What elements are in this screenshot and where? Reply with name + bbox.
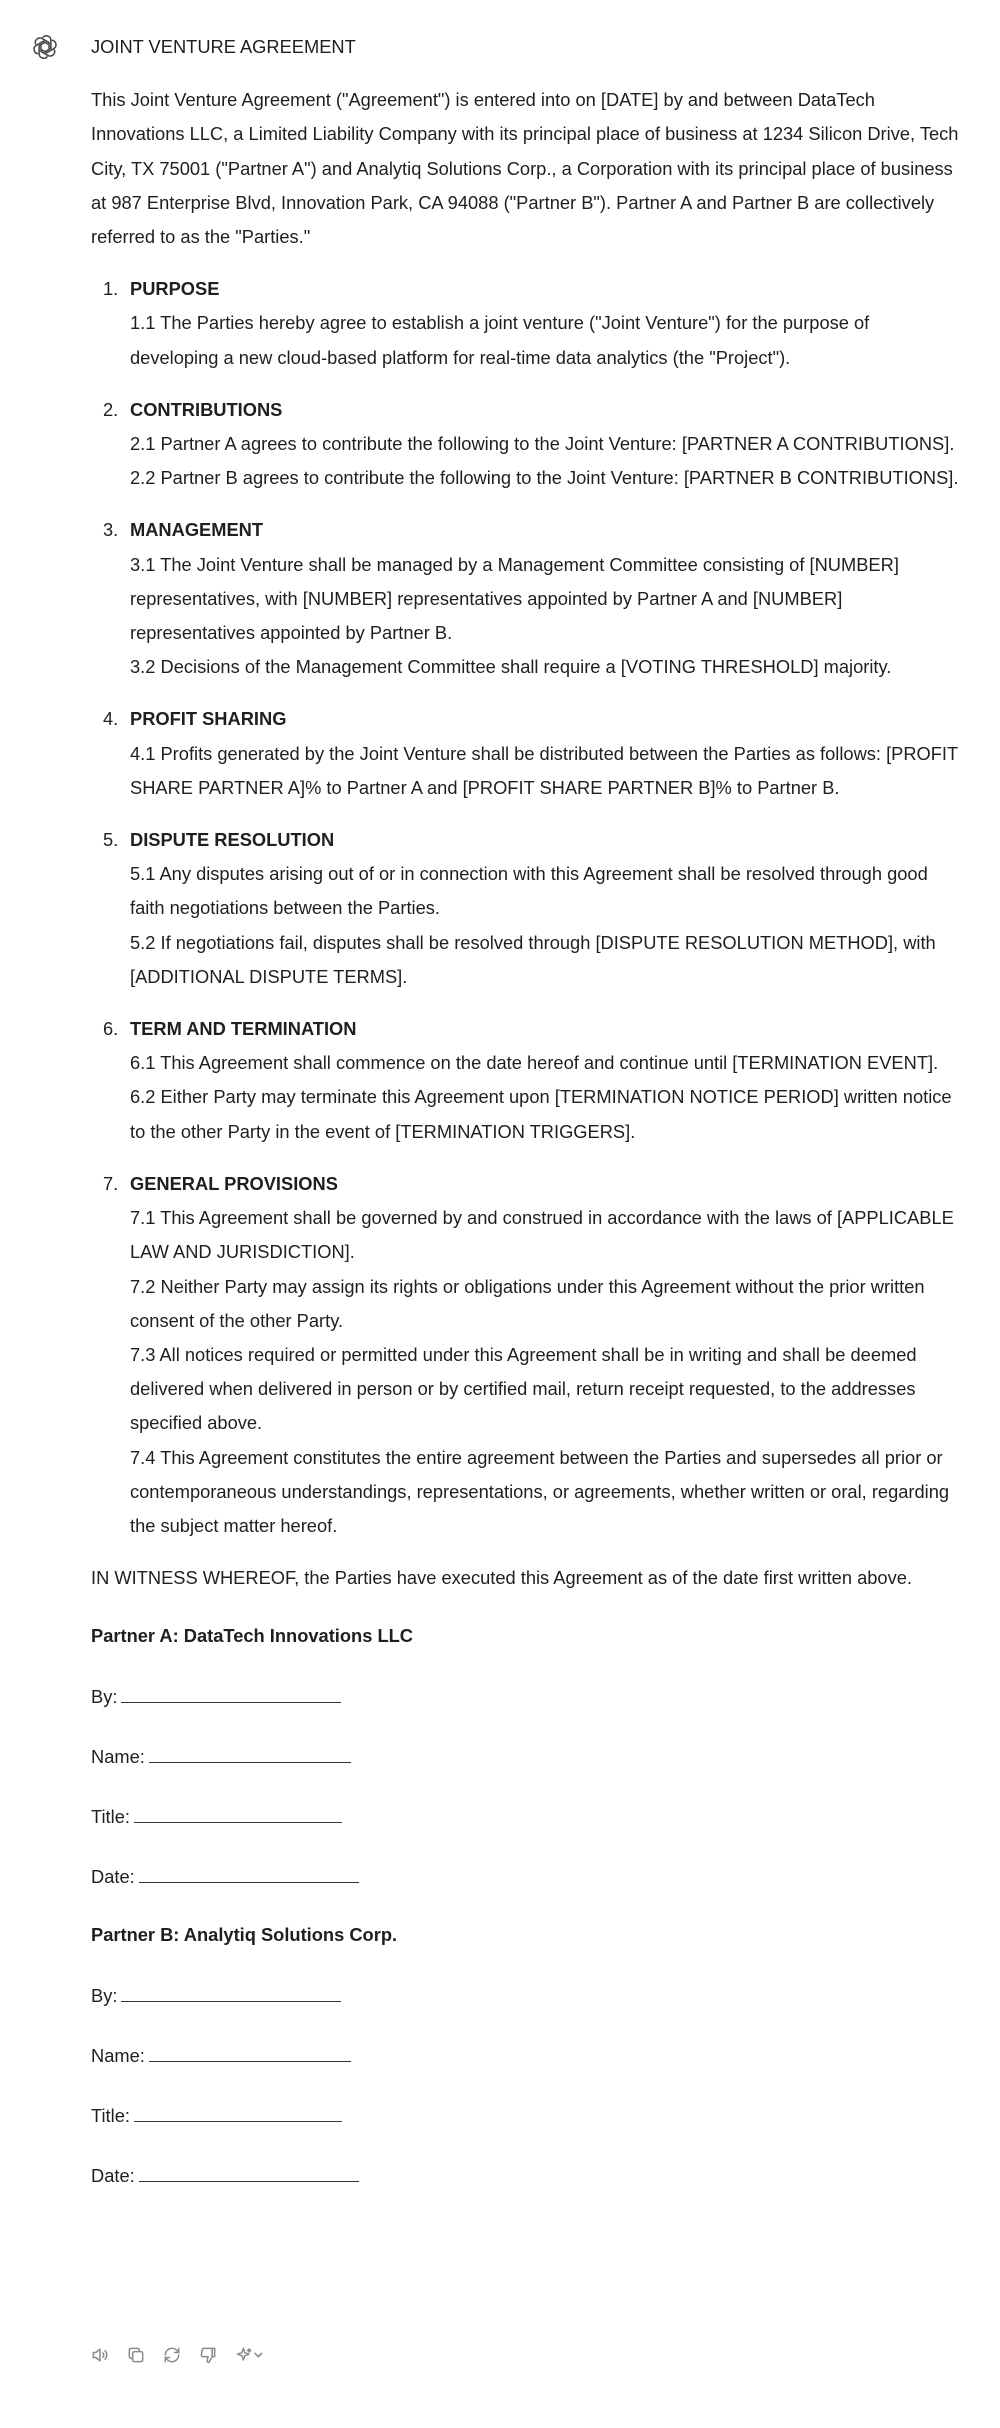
document-title: JOINT VENTURE AGREEMENT bbox=[91, 36, 356, 57]
clause: 2.2 Partner B agrees to contribute the following to the Joint Venture: [PARTNER B CONTRIBUTIONS]. bbox=[130, 467, 959, 489]
signature-blank bbox=[149, 2037, 351, 2062]
signature-blank bbox=[139, 2157, 359, 2182]
partner-a-name: Partner A: DataTech Innovations LLC bbox=[91, 1625, 413, 1647]
section-number: 1. bbox=[103, 278, 119, 300]
clause: 4.1 Profits generated by the Joint Venture shall be distributed between the Parties as follows: [PROFIT SHARE PARTNER A]% to Partner A and [PROFIT SHARE PARTNER B]% to Partner B. bbox=[130, 742, 958, 798]
section-number: 2. bbox=[103, 398, 119, 420]
regenerate-icon bbox=[162, 2345, 182, 2365]
section-dispute-resolution bbox=[91, 823, 961, 994]
copy-button[interactable] bbox=[123, 2342, 149, 2368]
assistant-avatar bbox=[28, 30, 62, 64]
section-heading: CONTRIBUTIONS bbox=[130, 398, 283, 420]
clause: 1.1 The Parties hereby agree to establish a joint venture ("Joint Venture") for the purpose of developing a new cloud-based platform for real-time data analytics (the "Project"). bbox=[130, 312, 870, 368]
by-label: By: bbox=[91, 1984, 118, 2006]
partner-b-title-line bbox=[91, 2097, 961, 2133]
read-aloud-icon bbox=[90, 2345, 110, 2365]
title-label: Title: bbox=[91, 1805, 130, 1827]
section-heading: DISPUTE RESOLUTION bbox=[130, 829, 335, 851]
section-heading: TERM AND TERMINATION bbox=[130, 1018, 357, 1040]
clause: 7.4 This Agreement constitutes the entire agreement between the Parties and supersedes all prior or contemporaneous understandings, representations, or agreements, whether written or oral, regarding the subject matter hereof. bbox=[130, 1446, 950, 1536]
date-label: Date: bbox=[91, 2165, 135, 2187]
clause: 7.1 This Agreement shall be governed by and construed in accordance with the laws of [APPLICABLE LAW AND JURISDICTION]. bbox=[130, 1207, 954, 1263]
clause: 2.1 Partner A agrees to contribute the following to the Joint Venture: [PARTNER A CONTRIBUTIONS]. bbox=[130, 433, 955, 455]
section-profit-sharing bbox=[91, 702, 961, 805]
section-management bbox=[91, 513, 961, 684]
partner-a-date-line bbox=[91, 1858, 961, 1894]
signature-blank bbox=[134, 2097, 342, 2122]
section-heading: GENERAL PROVISIONS bbox=[130, 1172, 338, 1194]
read-aloud-button[interactable] bbox=[87, 2342, 113, 2368]
section-number: 4. bbox=[103, 708, 119, 730]
copy-icon bbox=[126, 2345, 146, 2365]
clause: 3.2 Decisions of the Management Committee shall require a [VOTING THRESHOLD] majority. bbox=[130, 656, 892, 678]
name-label: Name: bbox=[91, 2044, 145, 2066]
regenerate-button[interactable] bbox=[159, 2342, 185, 2368]
clause: 6.1 This Agreement shall commence on the date hereof and continue until [TERMINATION EVENT]. bbox=[130, 1052, 939, 1074]
section-heading: PURPOSE bbox=[130, 278, 220, 300]
intro-paragraph: This Joint Venture Agreement ("Agreement") is entered into on [DATE] by and between DataTech Innovations LLC, a Limited Liability Company with its principal place of business at 1234 Silicon Drive, Tech City, TX 75001 ("Partner A") and Analytiq Solutions Corp., a Corporation with its principal place of business at 987 Enterprise Blvd, Innovation Park, CA 94088 ("Partner B"). Partner A and Partner B are collectively referred to as the "Parties." bbox=[91, 89, 959, 248]
section-heading: MANAGEMENT bbox=[130, 519, 264, 541]
section-contributions bbox=[91, 393, 961, 496]
clause: 7.3 All notices required or permitted under this Agreement shall be in writing and shall be deemed delivered when delivered in person or by certified mail, return receipt requested, to the addresses specified above. bbox=[130, 1343, 917, 1434]
date-label: Date: bbox=[91, 1866, 135, 1888]
section-number: 3. bbox=[103, 519, 119, 541]
clause: 5.1 Any disputes arising out of or in connection with this Agreement shall be resolved through good faith negotiations between the Parties. bbox=[130, 863, 928, 919]
section-term-and-termination bbox=[91, 1012, 961, 1149]
title-label: Title: bbox=[91, 2104, 130, 2126]
clause: 7.2 Neither Party may assign its rights or obligations under this Agreement without the prior written consent of the other Party. bbox=[130, 1275, 925, 1331]
openai-logo-icon bbox=[32, 34, 58, 60]
partner-b-name-line bbox=[91, 2037, 961, 2073]
partner-b-name: Partner B: Analytiq Solutions Corp. bbox=[91, 1924, 398, 1946]
assistant-message bbox=[91, 30, 961, 2217]
change-model-button[interactable] bbox=[231, 2342, 269, 2368]
section-heading: PROFIT SHARING bbox=[130, 708, 287, 730]
partner-a-name-line bbox=[91, 1738, 961, 1774]
signature-blank bbox=[139, 1858, 359, 1883]
signature-blank bbox=[121, 1678, 341, 1703]
signature-blank bbox=[149, 1738, 351, 1763]
section-general-provisions bbox=[91, 1167, 961, 1543]
section-purpose bbox=[91, 272, 961, 375]
section-number: 6. bbox=[103, 1018, 119, 1040]
clause: 3.1 The Joint Venture shall be managed by a Management Committee consisting of [NUMBER] representatives, with [NUMBER] representatives appointed by Partner A and [NUMBER] representatives appointed by Partner B. bbox=[130, 553, 899, 644]
thumbs-down-button[interactable] bbox=[195, 2342, 221, 2368]
name-label: Name: bbox=[91, 1745, 145, 1767]
partner-a-title-line bbox=[91, 1798, 961, 1834]
thumbs-down-icon bbox=[198, 2345, 218, 2365]
signature-blank bbox=[121, 1977, 341, 2002]
clause: 5.2 If negotiations fail, disputes shall be resolved through [DISPUTE RESOLUTION METHOD], with [ADDITIONAL DISPUTE TERMS]. bbox=[130, 931, 936, 987]
by-label: By: bbox=[91, 1685, 118, 1707]
section-number: 7. bbox=[103, 1172, 119, 1194]
partner-a-by-line bbox=[91, 1678, 961, 1714]
partner-b-date-line bbox=[91, 2157, 961, 2193]
message-action-bar bbox=[87, 2342, 269, 2368]
section-number: 5. bbox=[103, 829, 119, 851]
witness-statement: IN WITNESS WHEREOF, the Parties have executed this Agreement as of the date first written above. bbox=[91, 1567, 912, 1589]
clause: 6.2 Either Party may terminate this Agreement upon [TERMINATION NOTICE PERIOD] written notice to the other Party in the event of [TERMINATION TRIGGERS]. bbox=[130, 1086, 952, 1142]
partner-b-by-line bbox=[91, 1977, 961, 2013]
signature-blank bbox=[134, 1798, 342, 1823]
sparkle-model-icon bbox=[235, 2345, 265, 2365]
